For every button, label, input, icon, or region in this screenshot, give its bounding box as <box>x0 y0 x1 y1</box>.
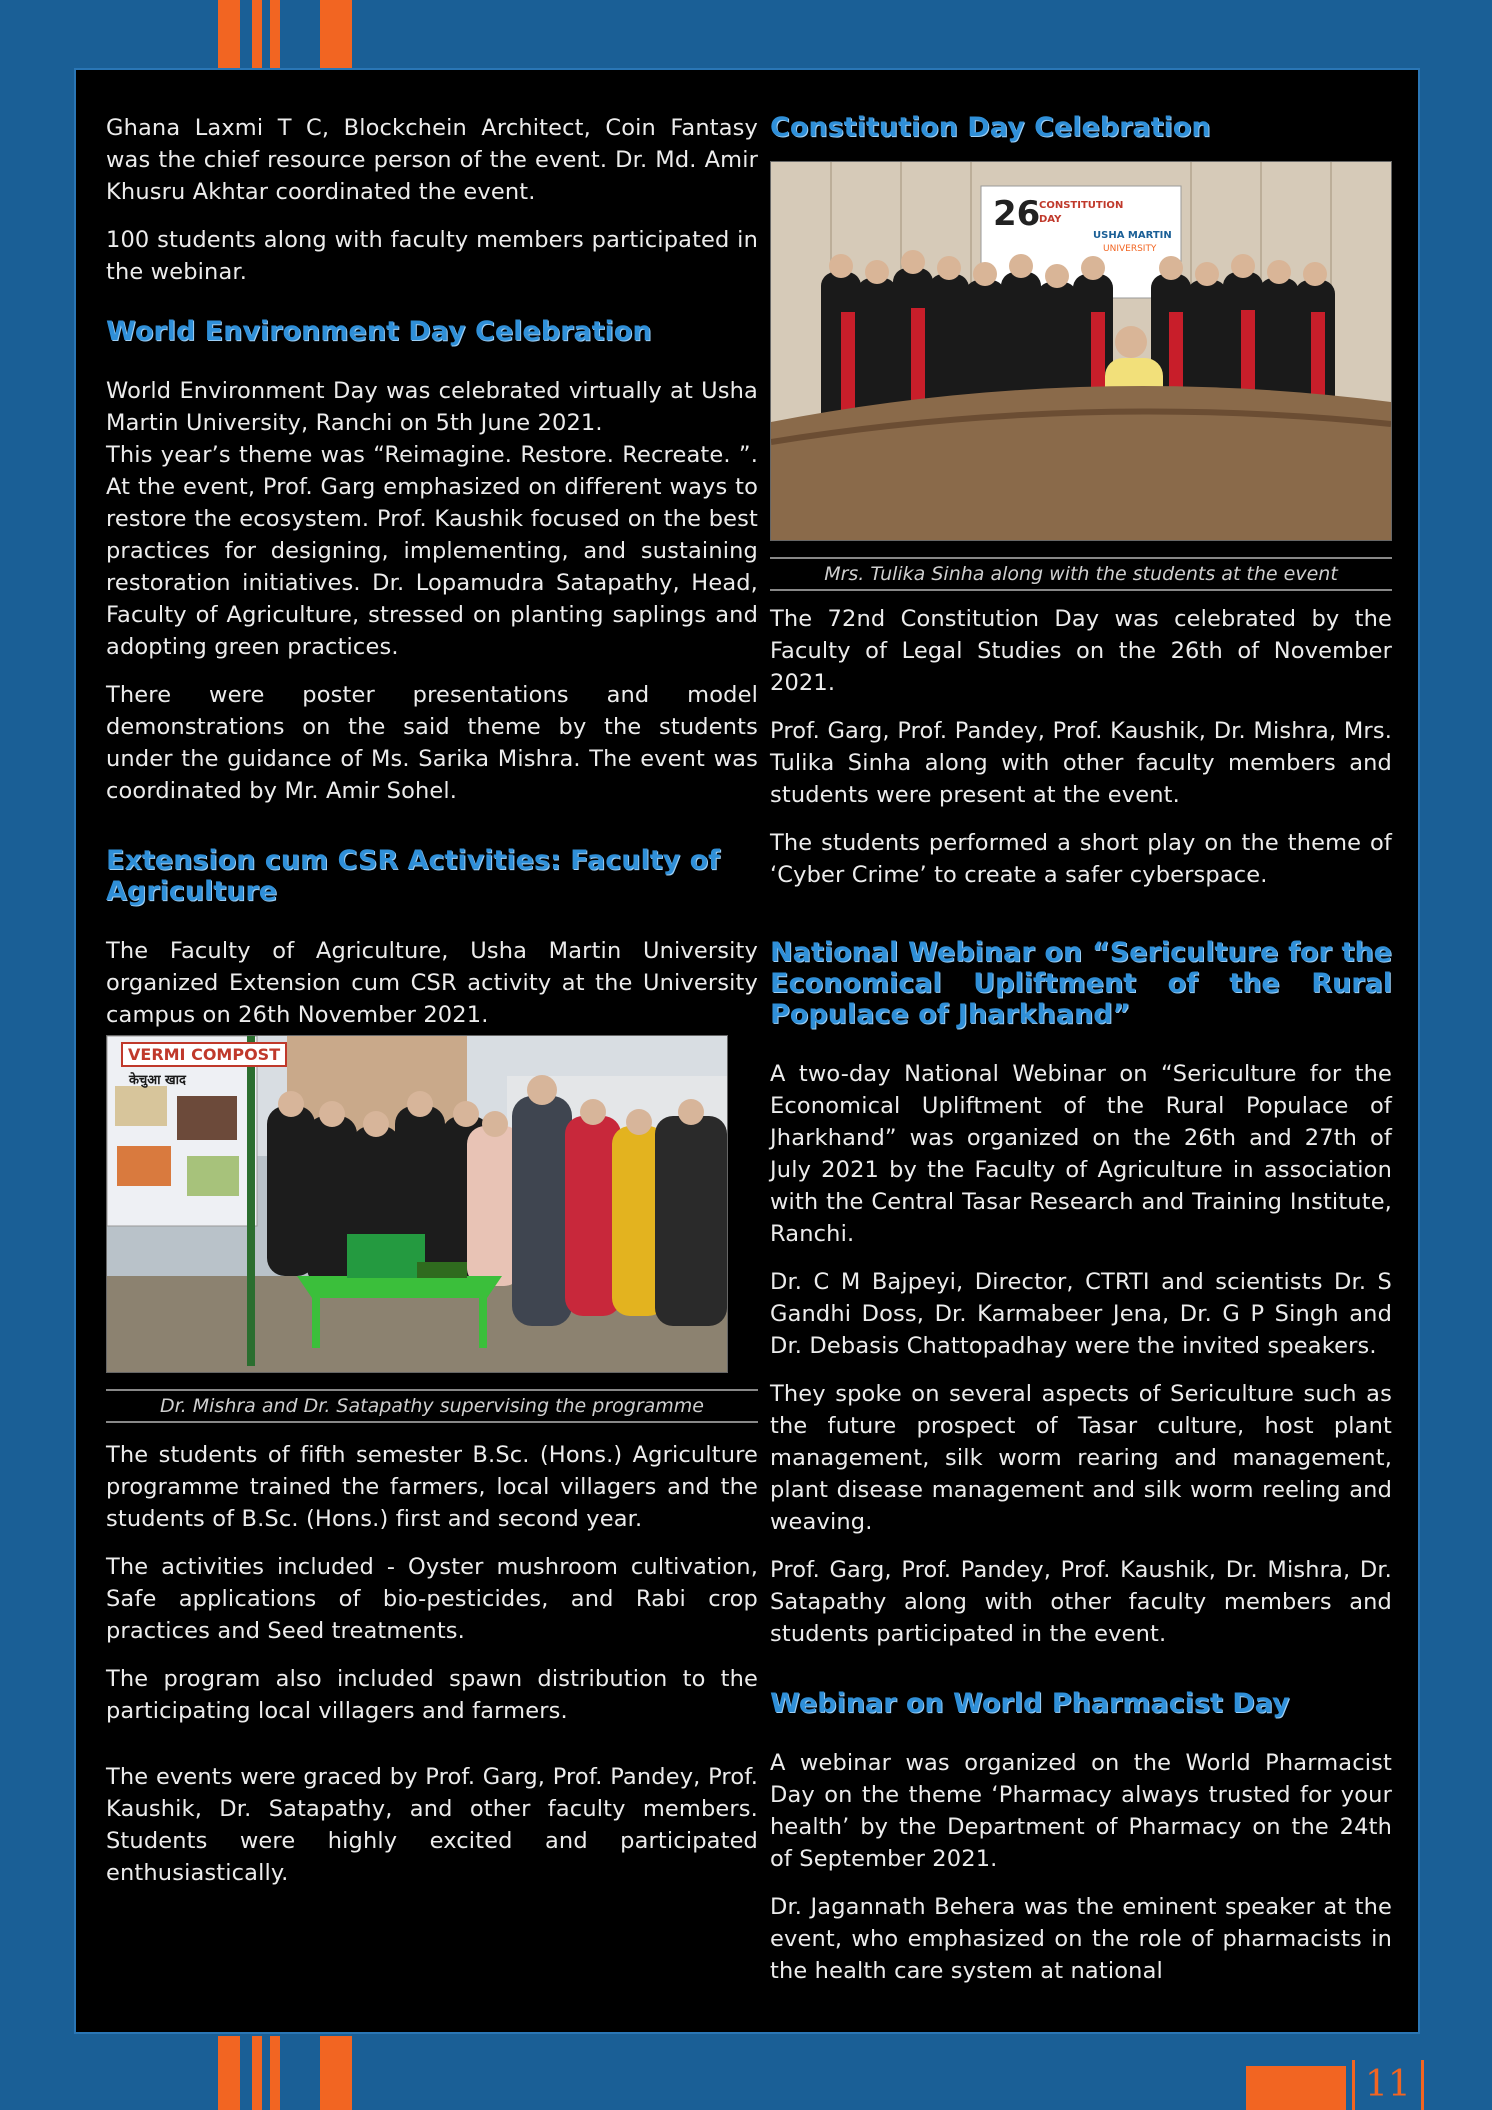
constitution-paragraph-3: The students performed a short play on the theme of ‘Cyber Crime’ to create a safer cyberspace. <box>770 830 1392 888</box>
env-paragraph-2: This year’s theme was “Reimagine. Restore. Recreate. ”. At the event, Prof. Garg emphasized on different ways to restore the ecosystem. Prof. Kaushik focused on the best practices for designing, implementing, and sustaining restoration initiatives. Dr. Lopamudra Satapathy, Head, Faculty of Agriculture, stressed on planting saplings and adopting green practices. <box>106 442 758 660</box>
banner-day: DAY <box>1039 214 1062 225</box>
csr-paragraph-3: The activities included - Oyster mushroom cultivation, Safe applications of bio-pesticides, and Rabi crop practices and Seed treatments. <box>106 1554 758 1644</box>
csr-paragraph-2: The students of fifth semester B.Sc. (Hons.) Agriculture programme trained the farmers, local villagers and the students of B.Sc. (Hons.) first and second year. <box>106 1442 758 1532</box>
bottom-stripe-4 <box>320 2036 352 2110</box>
banner-title: CONSTITUTION <box>1039 200 1124 211</box>
env-paragraph-3: There were poster presentations and model demonstrations on the said theme by the students under the guidance of Ms. Sarika Mishra. The event was coordinated by Mr. Amir Sohel. <box>106 682 758 804</box>
pharmacist-day-heading: Webinar on World Pharmacist Day <box>770 1688 1290 1719</box>
csr-photo-illustration <box>107 1036 727 1372</box>
banner-org: USHA MARTIN <box>1093 230 1172 241</box>
sericulture-paragraph-3: They spoke on several aspects of Sericulture such as the future prospect of Tasar culture, host plant management, silk worm rearing and management, plant disease management and silk worm reeling and weaving. <box>770 1381 1392 1535</box>
top-stripe-2 <box>252 0 262 68</box>
sericulture-paragraph-2: Dr. C M Bajpeyi, Director, CTRTI and scientists Dr. S Gandhi Doss, Dr. Karmabeer Jena, Dr. G P Singh and Dr. Debasis Chattopadhay were the invited speakers. <box>770 1269 1392 1359</box>
content-panel <box>74 68 1420 2034</box>
bottom-stripe-2 <box>252 2036 262 2110</box>
top-stripe-1 <box>218 0 240 68</box>
top-stripe-3 <box>270 0 280 68</box>
sericulture-paragraph-1: A two-day National Webinar on “Sericulture for the Economical Upliftment of the Rural Populace of Jharkhand” was organized on the 26th and 27th of July 2021 by the Faculty of Agriculture in association with the Central Tasar Research and Training Institute, Ranchi. <box>770 1061 1392 1247</box>
compost-sign <box>121 1042 287 1067</box>
constitution-paragraph-2: Prof. Garg, Prof. Pandey, Prof. Kaushik, Dr. Mishra, Mrs. Tulika Sinha along with other faculty members and students were present at the event. <box>770 718 1392 808</box>
top-stripe-4 <box>320 0 352 68</box>
constitution-paragraph-1: The 72nd Constitution Day was celebrated by the Faculty of Legal Studies on the 26th of November 2021. <box>770 606 1392 696</box>
csr-heading: Extension cum CSR Activities: Faculty of Agriculture <box>106 845 720 907</box>
env-day-heading: World Environment Day Celebration <box>106 316 652 347</box>
csr-paragraph-1: The Faculty of Agriculture, Usha Martin University organized Extension cum CSR activity at the University campus on 26th November 2021. <box>106 938 758 1028</box>
bottom-stripe-3 <box>270 2036 280 2110</box>
banner-number: 26 <box>993 194 1041 234</box>
page-number: 11 <box>1352 2060 1424 2110</box>
constitution-banner <box>985 190 1177 294</box>
compost-sign-label: VERMI COMPOST <box>128 1045 281 1064</box>
left-column <box>106 70 758 1905</box>
intro-paragraph-2: 100 students along with faculty members participated in the webinar. <box>106 227 758 285</box>
csr-paragraph-4: The program also included spawn distribution to the participating local villagers and farmers. <box>106 1666 758 1724</box>
pharmacist-paragraph-2: Dr. Jagannath Behera was the eminent speaker at the event, who emphasized on the role of pharmacists in the health care system at national <box>770 1894 1392 1984</box>
env-paragraph-1: World Environment Day was celebrated virtually at Usha Martin University, Ranchi on 5th June 2021. <box>106 378 758 436</box>
csr-paragraph-5: The events were graced by Prof. Garg, Prof. Pandey, Prof. Kaushik, Dr. Satapathy, and other faculty members. Students were highly excited and participated enthusiastically. <box>106 1764 758 1886</box>
constitution-day-photo <box>770 161 1392 541</box>
right-column <box>770 70 1392 2003</box>
csr-photo-caption: Dr. Mishra and Dr. Satapathy supervising the programme <box>106 1389 758 1423</box>
pharmacist-paragraph-1: A webinar was organized on the World Pharmacist Day on the theme ‘Pharmacy always trusted for your health’ by the Department of Pharmacy on the 24th of September 2021. <box>770 1750 1392 1872</box>
banner-org-2: UNIVERSITY <box>1103 244 1157 254</box>
intro-paragraph-1: Ghana Laxmi T C, Blockchein Architect, Coin Fantasy was the chief resource person of the event. Dr. Md. Amir Khusru Akhtar coordinated the event. <box>106 115 758 205</box>
constitution-day-heading: Constitution Day Celebration <box>770 112 1211 143</box>
page-number-box <box>1246 2066 1346 2110</box>
compost-sign-hindi: केचुआ खाद <box>129 1073 186 1088</box>
bottom-stripe-1 <box>218 2036 240 2110</box>
csr-activity-photo <box>106 1035 728 1373</box>
sericulture-heading: National Webinar on “Sericulture for the Economical Upliftment of the Rural Populace of Jharkhand” <box>770 937 1392 1030</box>
constitution-photo-caption: Mrs. Tulika Sinha along with the students at the event <box>770 557 1392 591</box>
sericulture-paragraph-4: Prof. Garg, Prof. Pandey, Prof. Kaushik, Dr. Mishra, Dr. Satapathy along with other faculty members and students participated in the event. <box>770 1557 1392 1647</box>
